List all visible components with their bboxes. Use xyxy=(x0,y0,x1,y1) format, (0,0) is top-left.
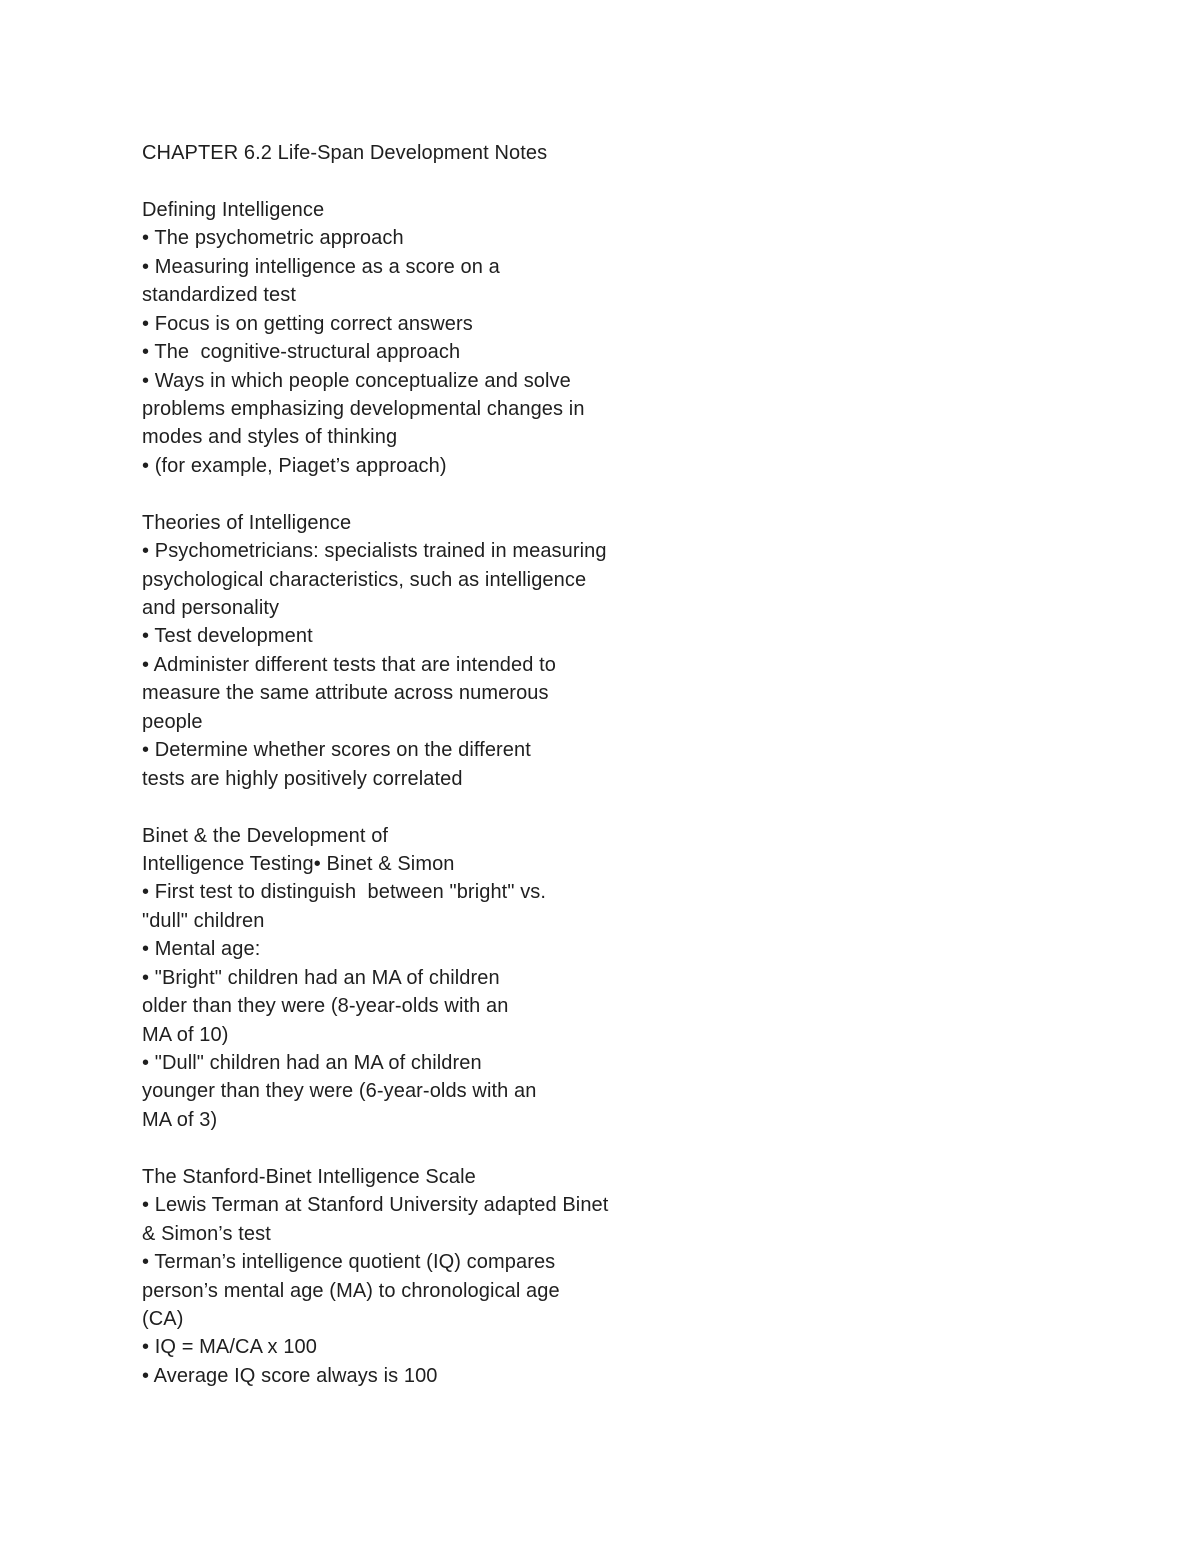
text-line: • (for example, Piaget’s approach) xyxy=(142,454,447,477)
text-line: older than they were (8-year-olds with an xyxy=(142,995,509,1018)
text-line: • IQ = MA/CA x 100 xyxy=(142,1336,317,1359)
text-line: and personality xyxy=(142,597,280,619)
spacer xyxy=(142,793,682,821)
text-line: MA of 3) xyxy=(142,1108,218,1131)
spacer xyxy=(142,480,682,508)
text-line: measure the same attribute across numerous xyxy=(142,682,549,705)
text-line: • Determine whether scores on the different xyxy=(142,739,531,762)
text-line: & Simon’s test xyxy=(142,1222,271,1245)
section-heading: Defining Intelligence xyxy=(142,198,325,221)
text-line: • The cognitive-structural approach xyxy=(142,341,461,364)
text-line: • Focus is on getting correct answers xyxy=(142,312,473,335)
text-line: • Ways in which people conceptualize and solve xyxy=(142,369,571,392)
text-line: • Administer different tests that are intended to xyxy=(142,653,556,676)
spacer xyxy=(142,1134,682,1162)
section-heading: Binet & the Development of xyxy=(142,824,389,847)
text-line: • Terman’s intelligence quotient (IQ) compares xyxy=(142,1251,556,1274)
text-line: (CA) xyxy=(142,1307,184,1330)
text-line: • Lewis Terman at Stanford University adapted Binet xyxy=(142,1194,609,1217)
text-line: Intelligence Testing• Binet & Simon xyxy=(142,852,455,875)
text-line: • First test to distinguish between "bright" vs. xyxy=(142,881,547,904)
section-binet-development xyxy=(142,822,682,1135)
text-line: younger than they were (6-year-olds with an xyxy=(142,1080,537,1103)
text-line: • Psychometricians: specialists trained in measuring xyxy=(142,540,607,563)
text-line: • Mental age: xyxy=(142,938,261,961)
text-line: standardized test xyxy=(142,284,297,307)
document-body xyxy=(142,139,682,1390)
text-line: psychological characteristics, such as intelligence xyxy=(142,568,587,591)
section-heading: The Stanford-Binet Intelligence Scale xyxy=(142,1165,476,1188)
text-line: problems emphasizing developmental changes in xyxy=(142,397,585,420)
text-line: • "Dull" children had an MA of children xyxy=(142,1052,482,1074)
text-line: • "Bright" children had an MA of children xyxy=(142,966,500,989)
text-line: • Average IQ score always is 100 xyxy=(142,1364,438,1387)
section-defining-intelligence xyxy=(142,196,682,480)
section-stanford-binet xyxy=(142,1163,682,1391)
text-line: "dull" children xyxy=(142,909,265,932)
text-line: people xyxy=(142,710,203,733)
text-line: • Measuring intelligence as a score on a xyxy=(142,255,500,278)
text-line: • The psychometric approach xyxy=(142,227,404,250)
section-heading: Theories of Intelligence xyxy=(142,511,352,534)
text-line: tests are highly positively correlated xyxy=(142,767,463,790)
section-theories-of-intelligence xyxy=(142,509,682,793)
text-line: • Test development xyxy=(142,625,313,648)
text-line: person’s mental age (MA) to chronological age xyxy=(142,1279,560,1302)
text-line: MA of 10) xyxy=(142,1023,229,1046)
spacer xyxy=(142,167,682,195)
document-title: CHAPTER 6.2 Life-Span Development Notes xyxy=(142,142,548,164)
text-line: modes and styles of thinking xyxy=(142,426,398,449)
